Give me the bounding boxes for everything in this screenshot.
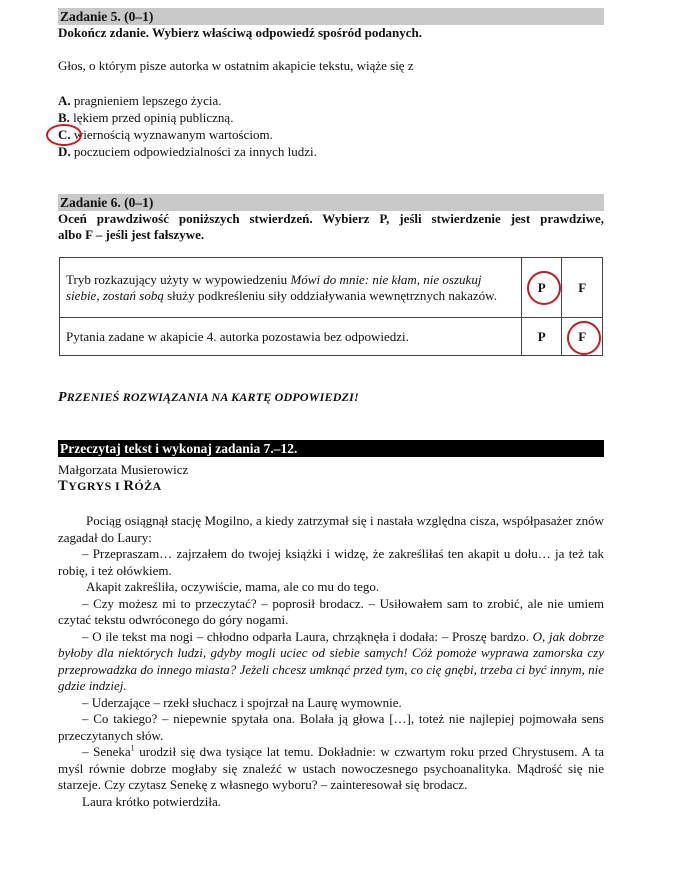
option-a-text: pragnieniem lepszego życia. [70,93,222,108]
option-b-letter: B. [58,110,70,125]
option-c-text: wiernością wyznawanym wartościom. [70,127,273,142]
statement-1-f-option[interactable] [562,258,603,318]
paragraph: – Przepraszam… zajrzałem do twojej książki i widzę, że zakreśliłaś ten akapit u dołu… ja też tak robię, i też ołówkiem. [58,546,604,578]
statement-1 [60,258,522,318]
exam-page [58,8,604,810]
paragraph: Laura krótko potwierdziła. [82,793,221,809]
option-a[interactable] [58,92,604,109]
option-a-letter: A. [58,93,71,108]
task6-header: Zadanie 6. (0–1) [58,194,604,211]
transfer-first-letter: P [58,390,67,405]
option-b-text: lękiem przed opinią publiczną. [69,110,234,125]
statement-1-quote: Mówi do mnie: nie kłam, nie oszukuj siebie, zostań sobą [66,271,482,303]
paragraph: Akapit zakreśliła, oczywiście, mama, ale co mu do tego. [86,579,380,594]
statement-2-f-option[interactable] [562,318,603,356]
paragraph-text: – Seneka [82,744,131,759]
true-false-table [59,257,603,356]
title-letter-r: R [123,478,135,494]
option-b[interactable] [58,109,604,126]
quoted-text: O, jak dobrze byłoby dla niektórych ludzi, gdyby mogli uciec od siebie samych! Cóż pomoże wyprawa zamorska czy przeprowadzka do innego miasta? Jeżeli chcesz umknąć przed tym, co cię gnębi, trzeba ci być innym, nie gdzie indziej. [58,628,604,693]
transfer-rest: RZENIEŚ ROZWIĄZANIA NA KARTĘ ODPOWIEDZI! [66,390,359,404]
statement-2-p-label: P [537,328,546,344]
answer-circle-mark [527,271,561,305]
option-c-letter: C. [58,127,71,142]
task5-stem: Głos, o którym pisze autorka w ostatnim akapicie tekstu, wiąże się z [58,58,414,73]
statement-1-f-label: F [578,279,587,295]
task6-instruction-line2: albo F – jeśli jest fałszywe. [58,227,205,242]
statement-2-p-option[interactable] [521,318,562,356]
task5-instruction: Dokończ zdanie. Wybierz właściwą odpowiedź spośród podanych. [58,25,423,40]
paragraph-text: – O ile tekst ma nogi – chłodno odparła Laura, chrząknęła i dodała: – Proszę bardzo. [82,628,533,644]
paragraph [58,744,604,794]
task6-instruction-line1: Oceń prawdziwość poniższych stwierdzeń. Wybierz P, jeśli stwierdzenie jest prawdziwe, [58,211,604,226]
statement-1-post: służy podkreśleniu siły oddziaływania wewnętrznych nakazów. [163,287,497,303]
paragraph: Pociąg osiągnął stację Mogilno, a kiedy zatrzymał się i nastała względna cisza, współpasażer znów zagadał do Laury: [58,513,604,545]
task5-options [58,92,604,160]
transfer-answers-note [58,390,604,406]
answer-circle-mark [567,321,601,355]
paragraph-text: urodził się dwa tysiące lat temu. Dokładnie: w czwartym roku przed Chrystusem. A ta myśl równie dobrze mogłaby się znaleźć w ustach nowoczesnego psychoanalityka. Mądrość się nie starzeje. Czy czytasz Senekę z własnego wyboru? – zainteresował się brodacz. [58,744,604,792]
statement-2: Pytania zadane w akapicie 4. autorka pozostawia bez odpowiedzi. [60,318,522,356]
task5-header: Zadanie 5. (0–1) [58,8,604,25]
story-title [58,478,604,495]
title-letter-t: T [58,478,69,494]
story-author: Małgorzata Musierowicz [58,462,189,477]
table-row [60,318,603,356]
statement-1-p-option[interactable] [521,258,562,318]
statement-1-pre: Tryb rozkazujący użyty w wypowiedzeniu [66,271,291,287]
paragraph [58,629,604,695]
option-c[interactable] [58,126,604,143]
paragraph: – Uderzające – rzekł słuchacz i spojrzał na Laurę wymownie. [82,694,402,710]
option-d[interactable] [58,143,604,160]
statement-1-p-label: P [537,279,546,295]
reading-header: Przeczytaj tekst i wykonaj zadania 7.–12. [58,440,604,457]
paragraph: – Co takiego? – niepewnie spytała ona. Bolała ją głowa […], toteż nie najlepiej pojmowała sens przeczytanych słów. [58,711,604,743]
story-text [58,513,604,810]
paragraph: – Czy możesz mi to przeczytać? – poprosił brodacz. – Usiłowałem sam to zrobić, ale nie umiem czytać tekstu odwróconego do góry nogami. [58,595,604,627]
option-d-letter: D. [58,144,71,159]
title-part-2: ÓŻA [134,479,162,493]
title-part-1: YGRYS I [68,479,124,493]
table-row [60,258,603,318]
option-d-text: poczuciem odpowiedzialności za innych ludzi. [70,144,317,159]
statement-2-f-label: F [578,328,587,344]
footnote-marker: 1 [130,743,135,753]
